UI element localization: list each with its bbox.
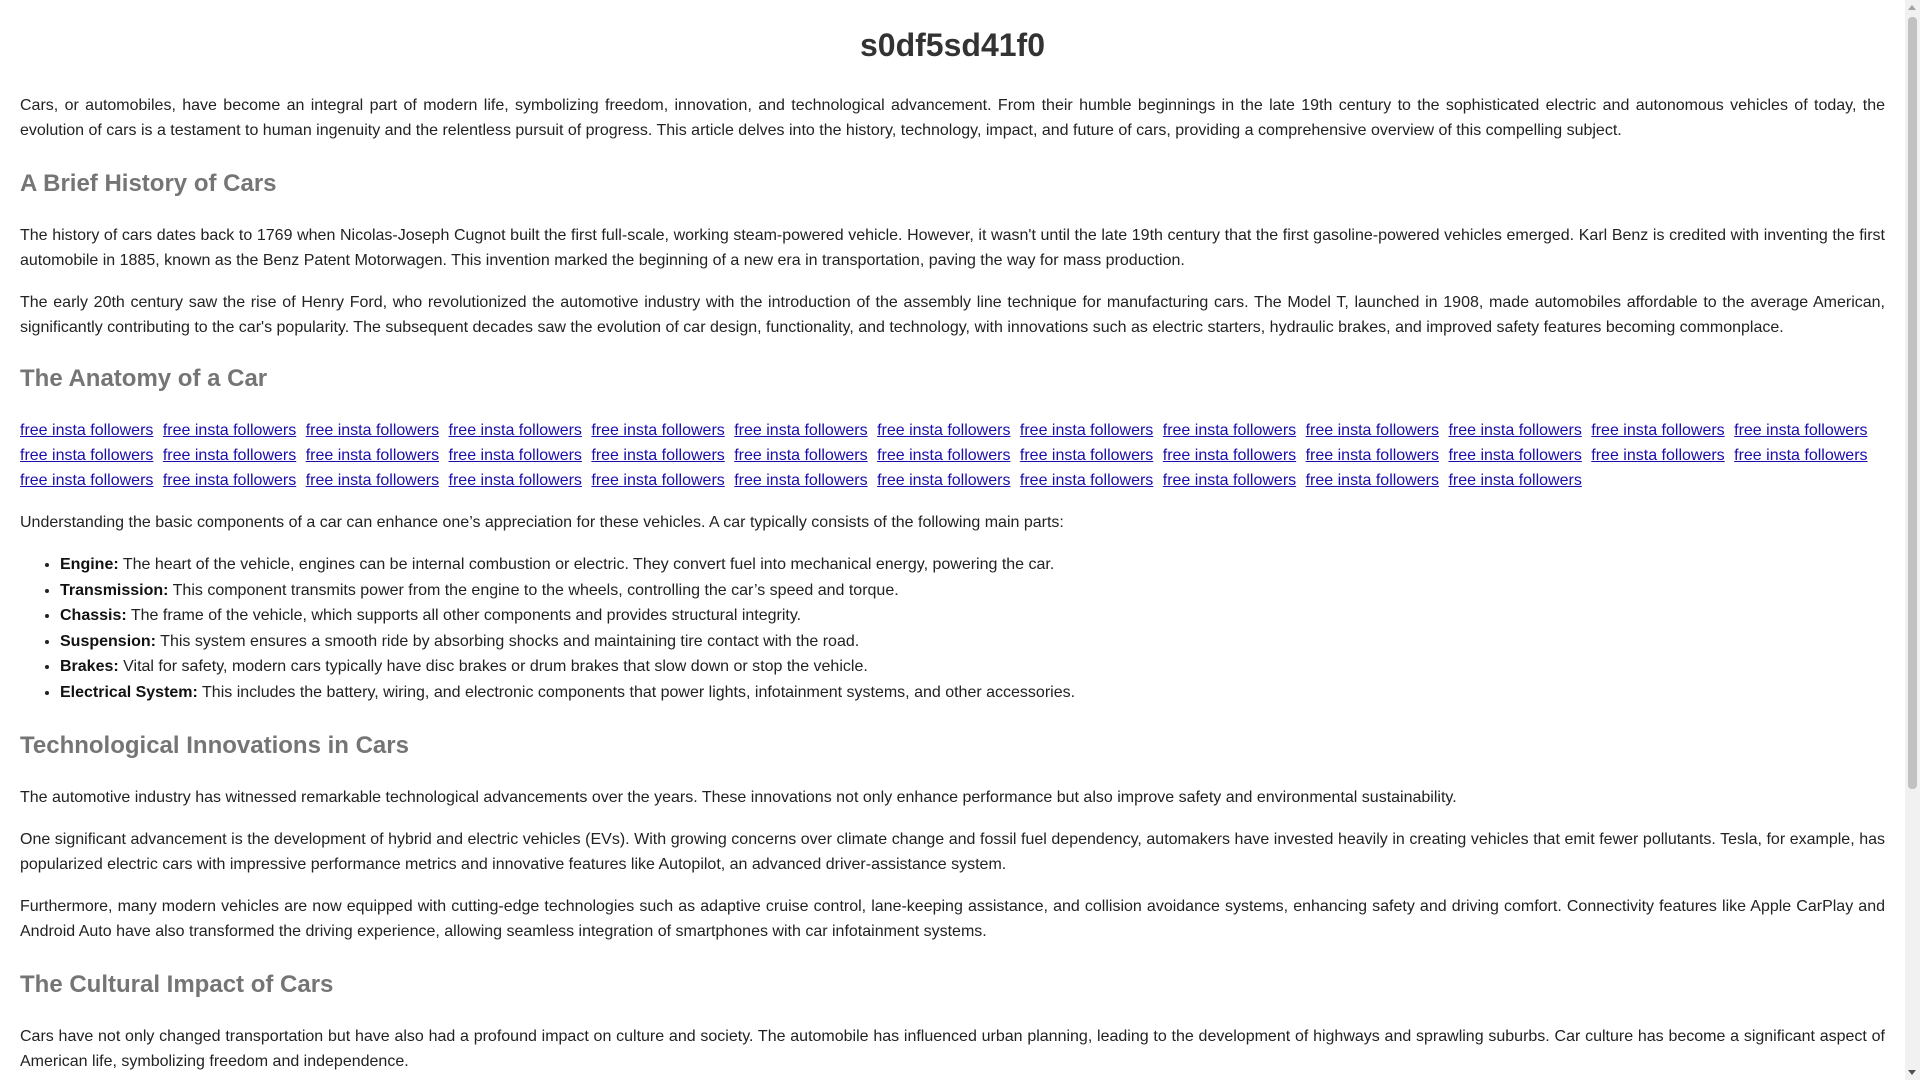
- list-item: [60, 578, 1885, 604]
- spam-link[interactable]: free insta followers: [1591, 422, 1725, 439]
- spam-link[interactable]: free insta followers: [1448, 472, 1582, 489]
- parts-list: [20, 552, 1885, 705]
- spam-link[interactable]: free insta followers: [734, 447, 868, 464]
- intro-paragraph: Cars, or automobiles, have become an integral part of modern life, symbolizing freedom, innovation, and technological advancement. From their humble beginnings in the late 19th century to the sophisticated electric and autonomous vehicles of today, the evolution of cars is a testament to human ingenuity and the relentless pursuit of progress. This article delves into the history, technology, impact, and future of cars, providing a comprehensive overview of this compelling subject.: [20, 97, 1885, 139]
- spam-link[interactable]: free insta followers: [448, 447, 582, 464]
- part-name: Chassis:: [60, 607, 127, 624]
- spam-link[interactable]: free insta followers: [448, 422, 582, 439]
- part-description: This includes the battery, wiring, and electronic components that power lights, infotainment systems, and other accessories.: [197, 683, 1076, 701]
- spam-link[interactable]: free insta followers: [1019, 472, 1154, 489]
- spam-link[interactable]: free insta followers: [448, 472, 582, 489]
- spam-link[interactable]: free insta followers: [1734, 447, 1868, 464]
- spam-link[interactable]: free insta followers: [1162, 422, 1297, 439]
- spam-link[interactable]: free insta followers: [1305, 472, 1439, 489]
- spam-link[interactable]: free insta followers: [1019, 447, 1154, 464]
- spam-link[interactable]: free insta followers: [1162, 472, 1297, 489]
- link-block: [20, 418, 1885, 493]
- spam-link[interactable]: free insta followers: [162, 422, 297, 439]
- spam-link[interactable]: free insta followers: [1305, 447, 1439, 464]
- spam-link[interactable]: free insta followers: [20, 422, 154, 439]
- spam-link[interactable]: free insta followers: [1019, 422, 1154, 439]
- spam-link[interactable]: free insta followers: [877, 447, 1011, 464]
- spam-link[interactable]: free insta followers: [1734, 422, 1868, 439]
- part-name: Transmission:: [60, 581, 169, 599]
- spam-link[interactable]: free insta followers: [591, 447, 725, 464]
- tech-paragraph-1: The automotive industry has witnessed remarkable technological advancements over the years. These innovations not only enhance performance but also improve safety and environmental sustainability.: [20, 789, 1457, 806]
- spam-link[interactable]: free insta followers: [20, 472, 154, 489]
- spam-link[interactable]: free insta followers: [162, 472, 297, 489]
- anatomy-paragraph: Understanding the basic components of a car can enhance one’s appreciation for these vehicles. A car typically consists of the following main parts:: [20, 514, 1064, 531]
- history-heading: A Brief History of Cars: [20, 170, 277, 197]
- part-name: Suspension:: [60, 632, 157, 650]
- list-item: [60, 603, 1885, 629]
- culture-paragraph-1: Cars have not only changed transportation but have also had a profound impact on culture and society. The automobile has influenced urban planning, leading to the development of highways and sprawling suburbs. Car culture has become a significant aspect of American life, symbolizing freedom and independence.: [20, 1028, 1885, 1070]
- spam-link[interactable]: free insta followers: [1448, 422, 1582, 439]
- spam-link[interactable]: free insta followers: [1591, 447, 1725, 464]
- part-description: This system ensures a smooth ride by absorbing shocks and maintaining tire contact with the road.: [156, 632, 860, 650]
- spam-link[interactable]: free insta followers: [305, 422, 440, 439]
- spam-link[interactable]: free insta followers: [1162, 447, 1297, 464]
- page-title: s0df5sd41f0: [860, 27, 1045, 63]
- part-description: The frame of the vehicle, which supports all other components and provides structural integrity.: [126, 607, 802, 624]
- tech-heading: Technological Innovations in Cars: [20, 732, 409, 759]
- list-item: [60, 629, 1885, 655]
- scrollbar-thumb[interactable]: [1908, 17, 1917, 789]
- list-item: [60, 552, 1885, 578]
- spam-link[interactable]: free insta followers: [1448, 447, 1582, 464]
- part-name: Electrical System:: [60, 683, 198, 701]
- spam-link[interactable]: free insta followers: [877, 422, 1011, 439]
- part-name: Brakes:: [60, 658, 119, 675]
- tech-paragraph-3: Furthermore, many modern vehicles are now equipped with cutting-edge technologies such as adaptive cruise control, lane-keeping assistance, and collision avoidance systems, enhancing safety and driving comfort. Connectivity features like Apple CarPlay and Android Auto have also transformed the driving experience, allowing seamless integration of smartphones with car infotainment systems.: [20, 898, 1885, 940]
- spam-link[interactable]: free insta followers: [1305, 422, 1439, 439]
- list-item: [60, 654, 1885, 680]
- history-paragraph-2: The early 20th century saw the rise of Henry Ford, who revolutionized the automotive industry with the introduction of the assembly line technique for manufacturing cars. The Model T, launched in 1908, made automobiles affordable to the average American, significantly contributing to the car's popularity. The subsequent decades saw the evolution of car design, functionality, and technology, with innovations such as electric starters, hydraulic brakes, and improved safety features becoming commonplace.: [20, 294, 1885, 336]
- tech-paragraph-2: One significant advancement is the development of hybrid and electric vehicles (EVs). With growing concerns over climate change and fossil fuel dependency, automakers have invested heavily in creating vehicles that emit fewer pollutants. Tesla, for example, has popularized electric cars with impressive performance metrics and innovative features like Autopilot, an advanced driver-assistance system.: [20, 831, 1885, 873]
- scroll-up-arrow-icon[interactable]: [1908, 5, 1916, 10]
- spam-link[interactable]: free insta followers: [162, 447, 297, 464]
- part-description: The heart of the vehicle, engines can be internal combustion or electric. They convert fuel into mechanical energy, powering the car.: [118, 556, 1055, 573]
- spam-link[interactable]: free insta followers: [734, 422, 868, 439]
- culture-heading: The Cultural Impact of Cars: [20, 971, 334, 998]
- spam-link[interactable]: free insta followers: [305, 472, 440, 489]
- scroll-down-arrow-icon[interactable]: [1908, 1070, 1916, 1075]
- history-paragraph-1: The history of cars dates back to 1769 when Nicolas-Joseph Cugnot built the first full-scale, working steam-powered vehicle. However, it wasn't until the late 19th century that the first gasoline-powered vehicles emerged. Karl Benz is credited with inventing the first automobile in 1885, known as the Benz Patent Motorwagen. This invention marked the beginning of a new era in transportation, paving the way for mass production.: [20, 227, 1885, 269]
- vertical-scrollbar[interactable]: [1905, 0, 1920, 1080]
- part-description: Vital for safety, modern cars typically have disc brakes or drum brakes that slow down or stop the vehicle.: [118, 658, 868, 675]
- spam-link[interactable]: free insta followers: [591, 472, 725, 489]
- spam-link[interactable]: free insta followers: [20, 447, 154, 464]
- spam-link[interactable]: free insta followers: [305, 447, 440, 464]
- part-name: Engine:: [60, 556, 119, 573]
- part-description: This component transmits power from the engine to the wheels, controlling the car’s speed and torque.: [168, 581, 899, 599]
- spam-link[interactable]: free insta followers: [591, 422, 725, 439]
- anatomy-heading: The Anatomy of a Car: [20, 365, 268, 392]
- spam-link[interactable]: free insta followers: [734, 472, 868, 489]
- list-item: [60, 680, 1885, 706]
- spam-link[interactable]: free insta followers: [877, 472, 1011, 489]
